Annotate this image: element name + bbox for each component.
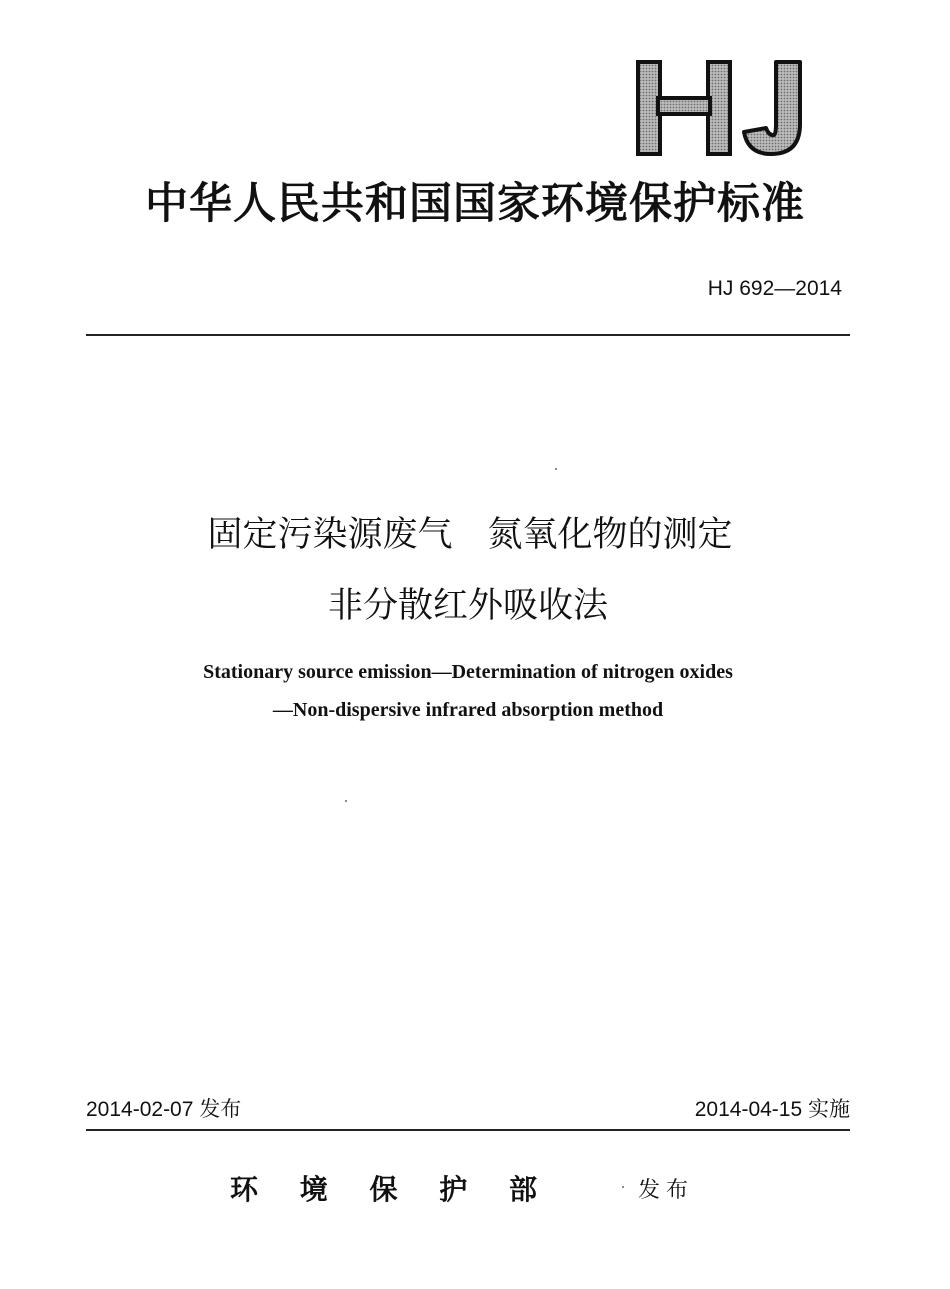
chinese-title-line-2: 非分散红外吸收法: [327, 586, 608, 626]
issue-date: 2014-02-07 发布: [86, 1098, 242, 1121]
chinese-title-line-1: 固定污染源废气 氮氧化物的测定: [207, 515, 733, 555]
issuer-row: [0, 1170, 950, 1210]
issuing-action: 发布: [638, 1178, 695, 1203]
hj-standard-logo-icon: [636, 58, 826, 158]
scan-speck: [345, 800, 347, 802]
standard-category-title: 中华人民共和国国家环境保护标准: [145, 179, 805, 229]
issuing-authority: 环 境 保 护 部: [230, 1173, 539, 1206]
bottom-divider: [86, 1129, 850, 1131]
top-divider: [86, 334, 850, 336]
scan-speck: [555, 468, 557, 470]
english-title-line-2: —Non-dispersive infrared absorption method: [272, 699, 664, 721]
standard-code: HJ 692—2014: [707, 277, 842, 300]
english-title-line-1: Stationary source emission—Determination of nitrogen oxides: [203, 661, 733, 683]
implementation-date: 2014-04-15 实施: [694, 1098, 850, 1121]
scan-speck: [622, 1186, 624, 1188]
